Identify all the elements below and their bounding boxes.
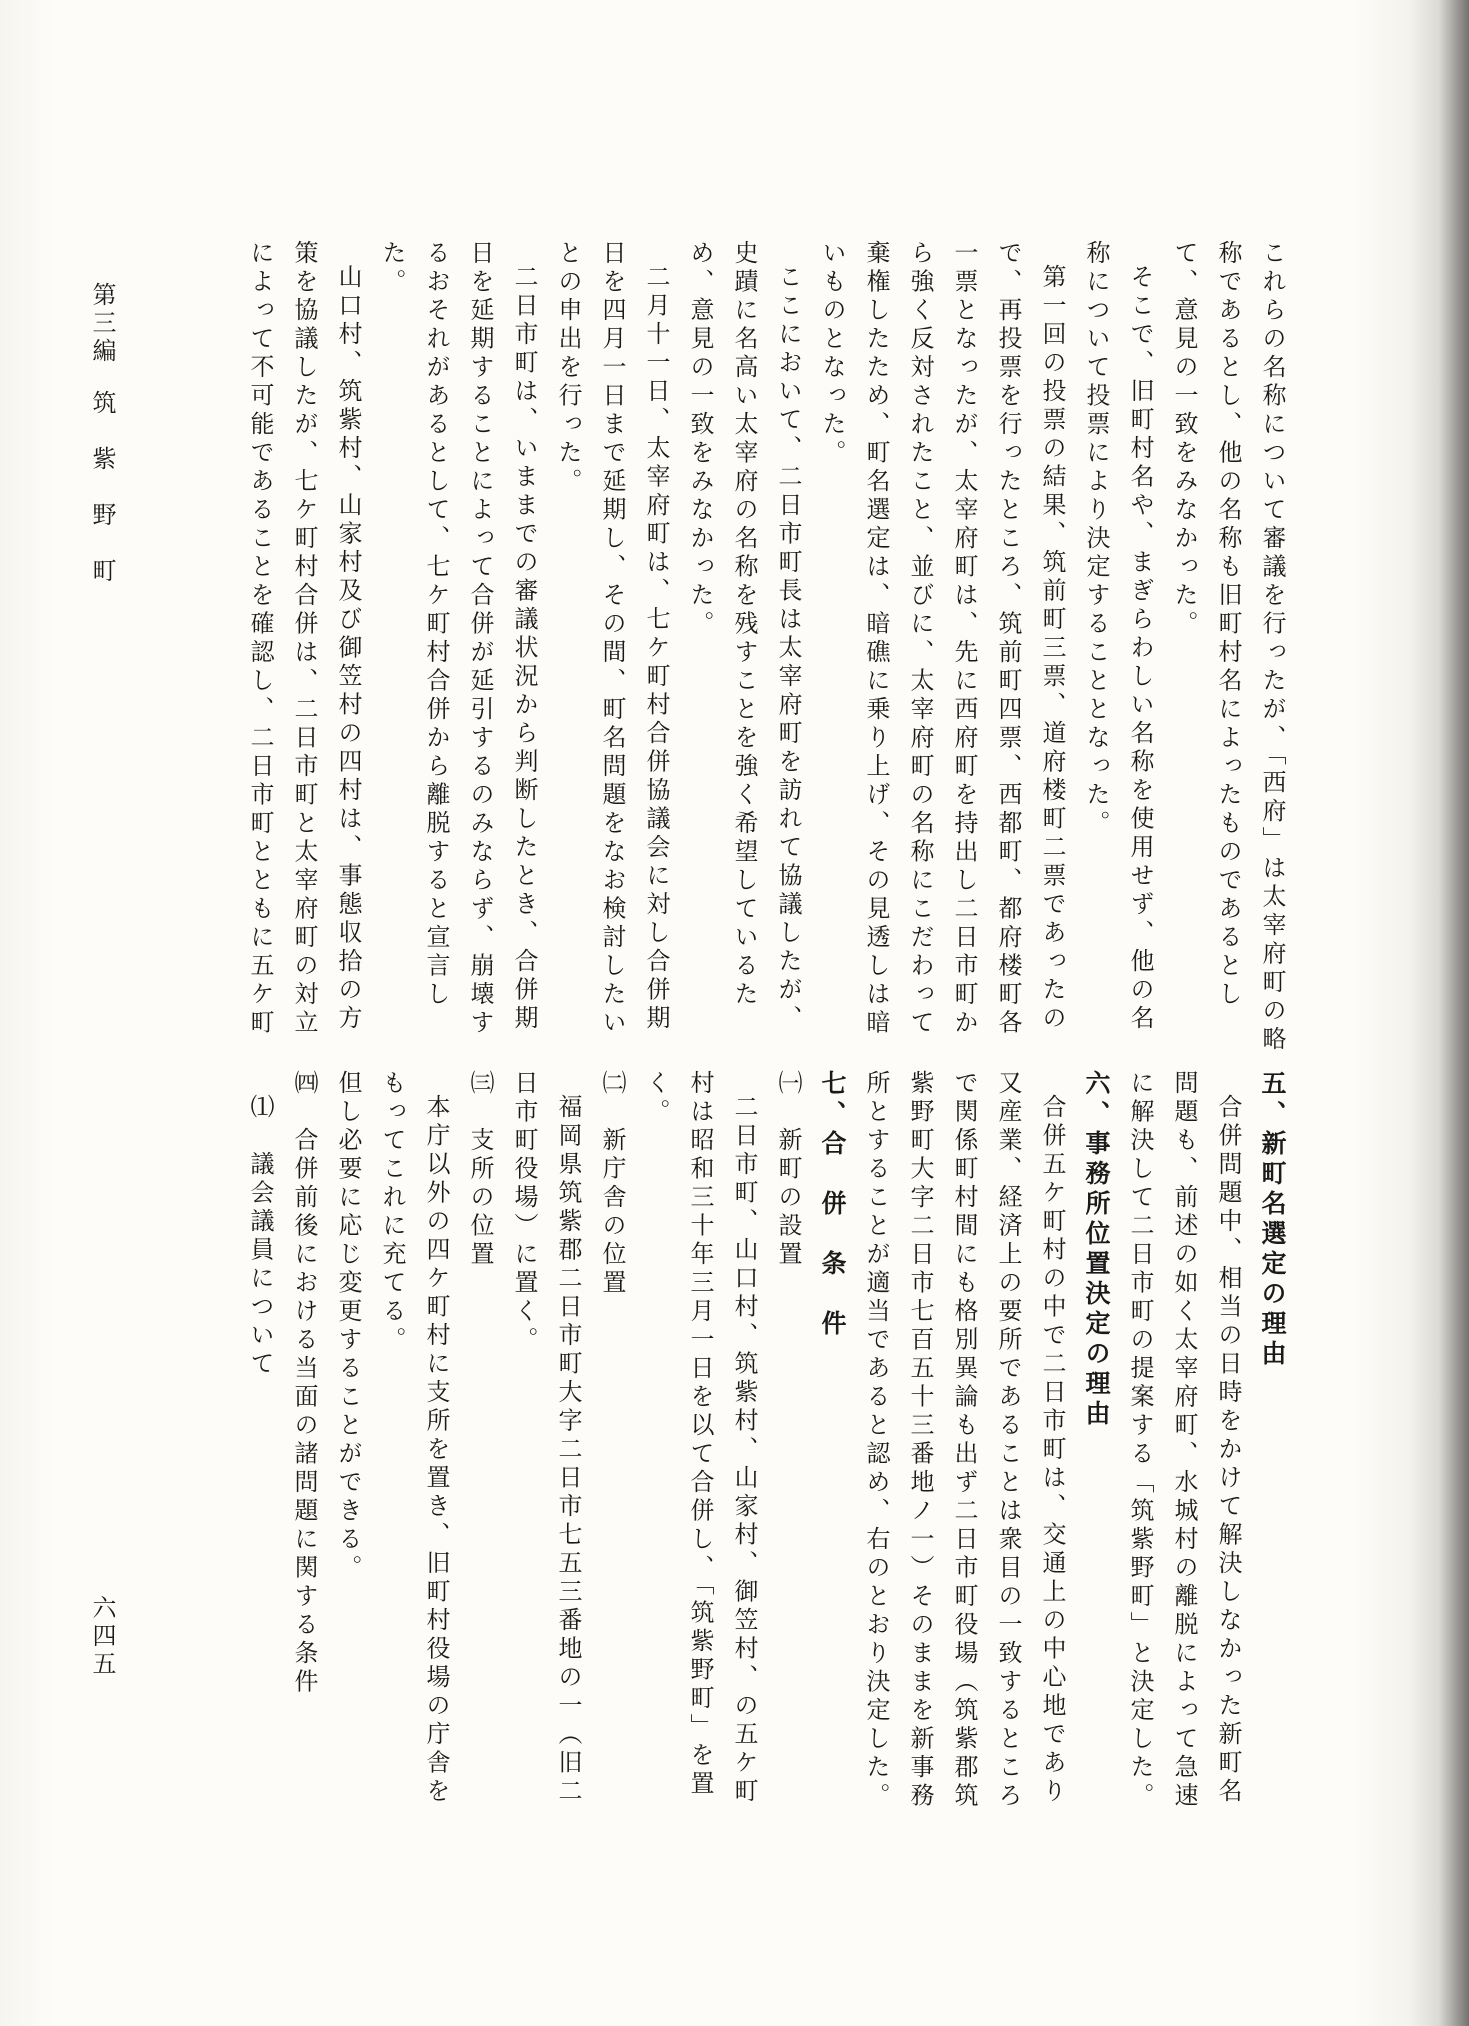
upper-text-block bbox=[234, 240, 1294, 1060]
paragraph: ここにおいて、二日市町長は太宰府町を訪れて協議したが、史蹟に名高い太宰府の名称を残すことを強く希望しているため、意見の一致をみなかった。 bbox=[686, 240, 802, 1034]
condition-body: 本庁以外の四ケ町村に支所を置き、旧町村役場の庁舎をもってこれに充てる。 bbox=[378, 1070, 450, 1807]
page-number: 六四五 bbox=[88, 1595, 116, 1679]
condition-label: ㈢ 支所の位置 bbox=[466, 1070, 494, 1270]
condition-body: 福岡県筑紫郡二日市町大字二日市七五三番地の一（旧二日市町役場）に置く。 bbox=[510, 1070, 582, 1807]
condition-body: 二日市町、山口村、筑紫村、山家村、御笠村、の五ケ町村は昭和三十年三月一日を以て合併し、「筑紫野町」を置く。 bbox=[642, 1070, 758, 1807]
running-head bbox=[85, 282, 120, 586]
condition-body bbox=[234, 1070, 238, 1830]
section-heading-7: 七、合 併 条 件 bbox=[818, 1070, 847, 1340]
volume-label: 第三編 bbox=[88, 282, 116, 366]
section-heading-6: 六、事務所位置決定の理由 bbox=[1082, 1070, 1111, 1430]
paragraph: 第一回の投票の結果、筑前町三票、道府楼町二票であったので、再投票を行ったところ、筑前町四票、西都町、都府楼町各一票となったが、太宰府町は、先に西府町を持出し二日市町から強く反対されたこと、並びに、太宰府町の名称にこだわって棄権したため、町名選定は、暗礁に乗り上げ、その見透しは暗いものとなった。 bbox=[818, 240, 1066, 1038]
condition-label: ㈠ 新町の設置 bbox=[774, 1070, 802, 1270]
paragraph: 二日市町は、いままでの審議状況から判断したとき、合併期日を延期することによって合併が延引するのみならず、崩壊するおそれがあるとして、七ケ町村合併から離脱すると宣言した。 bbox=[378, 240, 538, 1038]
lower-text-block bbox=[234, 1070, 1294, 1830]
paragraph: 合併五ケ町村の中で二日市町は、交通上の中心地であり又産業、経済上の要所であることは衆目の一致するところで関係町村間にも格別異論も出ず二日市町役場（筑紫郡筑紫野町大字二日市七百五十三番地ノ一）そのままを新事務所とすることが適当であると認め、右のとおり決定した。 bbox=[862, 1070, 1066, 1811]
condition-label: ㈡ 新庁舎の位置 bbox=[598, 1070, 626, 1298]
condition-label: ㈣ 合併前後における当面の諸問題に関する条件 bbox=[290, 1070, 318, 1697]
paragraph: そこで、旧町村名や、まぎらわしい名称を使用せず、他の名称について投票により決定することとなった。 bbox=[1082, 240, 1154, 1034]
chapter-title: 筑 紫 野 町 bbox=[88, 390, 116, 586]
binding-shadow bbox=[1409, 0, 1469, 2026]
section-heading-5: 五、新町名選定の理由 bbox=[1258, 1070, 1287, 1370]
paragraph: 山口村、筑紫村、山家村及び御笠村の四村は、事態収拾の方策を協議したが、七ケ町村合併は、二日市町と太宰府町の対立によって不可能であることを確認し、二日市町とともに五ケ町 bbox=[246, 240, 362, 1038]
paragraph: 二月十一日、太宰府町は、七ケ町村合併協議会に対し合併期日を四月一日まで延期し、その間、町名問題をなお検討したいとの申出を行った。 bbox=[554, 240, 670, 1038]
paragraph: これらの名称について審議を行ったが、「西府」は太宰府町の略称であるとし、他の名称も旧町村名によったものであるとして、意見の一致をみなかった。 bbox=[1170, 240, 1286, 1055]
paragraph: 合併問題中、相当の日時をかけて解決しなかった新町名問題も、前述の如く太宰府町、水城村の離脱によって急速に解決して二日市町の提案する「筑紫野町」と決定した。 bbox=[1126, 1070, 1242, 1811]
condition-label: ⑴ 議会議員について bbox=[246, 1094, 274, 1379]
condition-note: 但し必要に応じ変更することができる。 bbox=[334, 1070, 362, 1583]
